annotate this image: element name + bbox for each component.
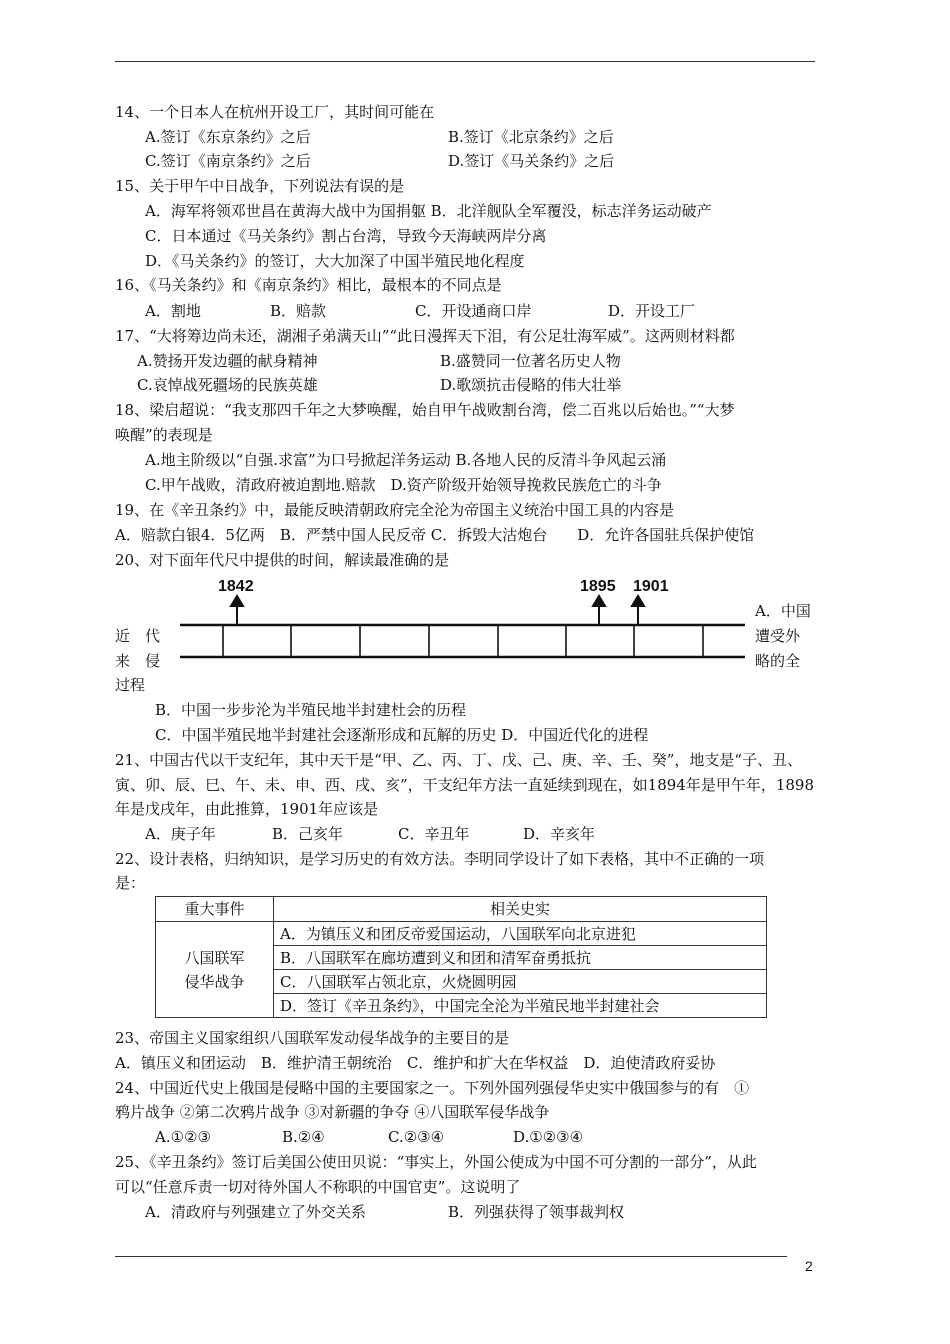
q18-options-ab: A.地主阶级以“自强.求富”为口号掀起洋务运动 B.各地人民的反清斗争风起云涌: [145, 451, 667, 469]
question-18: 18、梁启超说：“我支那四千年之大梦唤醒，始自甲午战败割台湾，偿二百兆以后始也。”“大梦: [115, 401, 735, 419]
question-14: 14、一个日本人在杭州开设工厂，其时间可能在: [115, 103, 435, 121]
q25-option-a: A．清政府与列强建立了外交关系: [145, 1203, 366, 1221]
q24-option-a: A.①②③: [155, 1128, 211, 1146]
q21-option-a: A．庚子年: [145, 825, 216, 843]
table-row: [156, 922, 767, 946]
table-fact-a: A．为镇压义和团反帝爱国运动，八国联军向北京进犯: [274, 922, 767, 946]
q14-option-c: C.签订《南京条约》之后: [145, 152, 311, 170]
q24-option-c: C.②③④: [388, 1128, 445, 1146]
header-rule: [115, 61, 815, 62]
table-header-row: [156, 897, 767, 922]
question-20: 20、对下面年代尺中提供的时间，解读最准确的是: [115, 551, 450, 569]
timeline-label-1895: 1895: [580, 578, 616, 595]
table-fact-c: C．八国联军占领北京，火烧圆明园: [274, 970, 767, 994]
question-25: 25、《辛丑条约》签订后美国公使田贝说：“事实上，外国公使成为中国不可分割的一部分”，从此: [115, 1153, 757, 1171]
table-header-facts: 相关史实: [274, 897, 767, 922]
question-18-cont: 唤醒”的表现是: [115, 426, 213, 444]
question-22-cont: 是：: [115, 874, 146, 892]
question-17: 17、“大将筹边尚未还，湖湘子弟满天山”“此日漫挥天下泪，有公足壮海军威”。这两则材料都: [115, 327, 735, 345]
question-22: 22、设计表格，归纳知识，是学习历史的有效方法。李明同学设计了如下表格，其中不正确的一项: [115, 850, 765, 868]
q21-option-d: D．辛亥年: [523, 825, 596, 843]
q16-option-d: D．开设工厂: [608, 302, 696, 320]
q17-option-c: C.哀悼战死疆场的民族英雄: [137, 376, 318, 394]
question-24-cont: 鸦片战争 ②第二次鸦片战争 ③对新疆的争夺 ④八国联军侵华战争: [115, 1103, 550, 1121]
q19-options: A．赔款白银4．5亿两 B．严禁中国人民反帝 C．拆毁大沽炮台 D．允许各国驻兵保护使馆: [115, 526, 755, 544]
history-facts-table: [155, 896, 767, 1018]
q16-option-a: A．割地: [145, 302, 201, 320]
table-event-cell: [156, 922, 274, 1018]
q15-option-d: D．《马关条约》的签订，大大加深了中国半殖民地化程度: [145, 252, 525, 270]
q20-option-a-part3: 遭受外: [755, 627, 801, 645]
q17-option-a: A.赞扬开发边疆的献身精神: [137, 352, 318, 370]
question-19: 19、在《辛丑条约》中，最能反映清朝政府完全沦为帝国主义统治中国工具的内容是: [115, 501, 675, 519]
q18-options-cd: C.甲午战败，清政府被迫割地.赔款 D.资产阶级开始领导挽救民族危亡的斗争: [145, 476, 662, 494]
q16-option-c: C．开设通商口岸: [415, 302, 532, 320]
question-25-cont: 可以“任意斥责一切对待外国人不称职的中国官吏”。这说明了: [115, 1178, 521, 1196]
q20-options-cd: C．中国半殖民地半封建社会逐渐形成和瓦解的历史 D．中国近代化的进程: [155, 726, 649, 744]
q20-option-a-part1: A．中国: [755, 602, 811, 620]
q23-options: A．镇压义和团运动 B．维护清王朝统治 C．维护和扩大在华权益 D．迫使清政府妥协: [115, 1054, 716, 1072]
q21-option-c: C．辛丑年: [398, 825, 470, 843]
q17-option-d: D.歌颂抗击侵略的伟大壮举: [440, 376, 622, 394]
page-number: 2: [805, 1258, 813, 1274]
event-line-2: 侵华战争: [184, 972, 245, 991]
table-fact-d: D．签订《辛丑条约》，中国完全沦为半殖民地半封建社会: [274, 994, 767, 1018]
q24-option-b: B.②④: [282, 1128, 325, 1146]
q20-option-a-part5: 略的全: [755, 652, 801, 670]
timeline-label-1901: 1901: [633, 578, 669, 595]
q24-option-d: D.①②③④: [513, 1128, 584, 1146]
q20-option-a-part4: 来 侵: [115, 652, 161, 670]
q14-option-a: A.签订《东京条约》之后: [145, 128, 311, 146]
footer-rule: [115, 1256, 787, 1257]
q21-option-b: B．己亥年: [272, 825, 344, 843]
q20-option-a-part2: 近 代: [115, 627, 161, 645]
q15-options-ab: A．海军将领邓世昌在黄海大战中为国捐躯 B．北洋舰队全军覆没，标志洋务运动破产: [145, 202, 712, 220]
question-21: 21、中国古代以干支纪年，其中天干是“甲、乙、丙、丁、戊、己、庚、辛、壬、癸”，地支是“子、丑、: [115, 751, 803, 769]
q14-option-d: D.签订《马关条约》之后: [448, 152, 615, 170]
question-16: 16、《马关条约》和《南京条约》相比，最根本的不同点是: [115, 276, 502, 294]
question-15: 15、关于甲午中日战争，下列说法有误的是: [115, 177, 405, 195]
question-24: 24、中国近代史上俄国是侵略中国的主要国家之一。下列外国列强侵华史实中俄国参与的有 ①: [115, 1079, 750, 1097]
table-header-event: 重大事件: [156, 897, 274, 922]
question-21-cont2: 年是戊戌年，由此推算，1901年应该是: [115, 800, 379, 818]
question-23: 23、帝国主义国家组织八国联军发动侵华战争的主要目的是: [115, 1029, 510, 1047]
timeline-label-1842: 1842: [218, 578, 254, 595]
question-21-cont1: 寅、卯、辰、巳、午、未、申、西、戌、亥”，干支纪年方法一直延续到现在，如1894年是甲午年，1898: [115, 776, 815, 794]
q15-option-c: C．日本通过《马关条约》割占台湾，导致今天海峡两岸分离: [145, 227, 547, 245]
q17-option-b: B.盛赞同一位著名历史人物: [440, 352, 621, 370]
event-line-1: 八国联军: [184, 948, 245, 967]
table-fact-b: B．八国联军在廊坊遭到义和团和清军奋勇抵抗: [274, 946, 767, 970]
q16-option-b: B．赔款: [270, 302, 327, 320]
q25-option-b: B．列强获得了领事裁判权: [448, 1203, 625, 1221]
q14-option-b: B.签订《北京条约》之后: [448, 128, 614, 146]
q20-option-b: B．中国一步步沦为半殖民地半封建杜会的历程: [155, 701, 467, 719]
q20-option-a-part6: 过程: [115, 676, 146, 694]
